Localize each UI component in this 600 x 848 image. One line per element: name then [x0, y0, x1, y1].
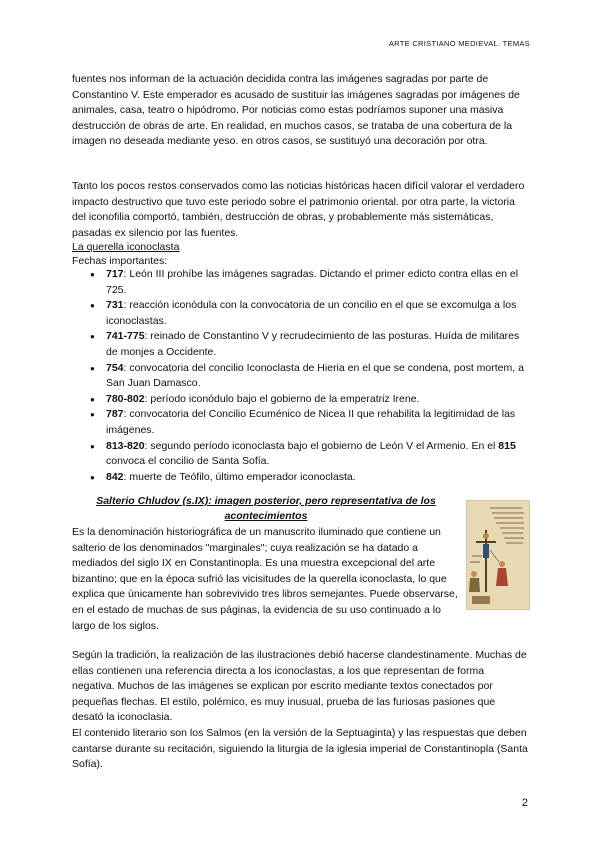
running-header: ARTE CRISTIANO MEDIEVAL. TEMAS	[388, 39, 530, 48]
paragraph-iconoclasm-sources: fuentes nos informan de la actuación decidida contra las imágenes sagradas por parte de Constantino V. Este emperador es acusado de sustituir las imágenes sagradas por imágenes de animales, casa, teatro o hipódromo. Por noticias como estas podríamos suponer una masiva destrucción de obras de arte. En realidad, en muchos casos, se trataba de una cobertura de la imagen no deseada mediante yeso. en otros casos, se sustituyó una decoración por otra.	[72, 73, 520, 148]
list-item: ● 754: convocatoria del concilio Iconoclasta de Hieria en el que se condena, post mortem, a San Juan Damasco.	[72, 361, 528, 392]
paragraph-salterio-description: Es la denominación historiográfica de un manuscrito iluminado que contiene un salterio de los denominados "marginales"; cuya realización se ha datado a mediados del siglo IX en Constantinopla. Es una muestra excepcional del arte bizantino; que en la época sufrió las vicisitudes de la querella iconoclasta, lo que explica que únicamente han sobrevivido tres libros semejantes. Puede observarse, en el estado de muchas de sus páginas, la evidencia de su uso continuado a lo largo de los siglos.	[72, 526, 458, 632]
section-heading-querella: La querella iconoclasta	[72, 241, 180, 253]
paragraph-salterio-tradition: Según la tradición, la realización de las ilustraciones debió hacerse clandestinamente. Muchas de ellas contienen una referencia directa a los iconoclastas, a los que representan de forma negativa. Muchos de las imágenes se explican por escrito mediante textos conectados por pequeñas flechas. El estilo, polémico, es muy inusual, prueba de las furiosas pasiones que desató la iconoclasia. El contenido literario son los Salmos (en la versión de la Septuaginta) y las respuestas que deben cantarse durante su recitación, siguiendo la liturgia de la iglesia imperial de Constantinopla (Santa Sofía).	[72, 649, 528, 771]
list-item: ● 787: convocatoria del Concilio Ecuménico de Nicea II que rehabilita la legitimidad de las imágenes.	[72, 407, 528, 438]
list-item: ● 731: reacción iconódula con la convocatoria de un concilio en el que se excomulga a los iconoclastas.	[72, 298, 528, 329]
section-title-salterio: Salterio Chludov (s.IX): imagen posterior, pero representativa de los acontecimientos	[96, 495, 436, 522]
list-item: ● 842: muerte de Teófilo, último emperador iconoclasta.	[72, 470, 528, 486]
dates-list	[72, 267, 528, 485]
list-item: ● 813-820: segundo período iconoclasta bajo el gobierno de León V el Armenio. En el 815 convoca el concilio de Santa Sofía.	[72, 439, 528, 470]
list-item: ● 717: León III prohíbe las imágenes sagradas. Dictando el primer edicto contra ellas en el 725.	[72, 267, 528, 298]
page-number: 2	[521, 797, 528, 809]
list-item: ● 780-802: período iconódulo bajo el gobierno de la emperatriz Irene.	[72, 392, 528, 408]
dates-label: Fechas importantes:	[72, 255, 168, 267]
manuscript-illustration	[466, 500, 530, 610]
list-item: ● 741-775: reinado de Constantino V y recrudecimiento de las posturas. Huída de militares de monjes a Occidente.	[72, 329, 528, 360]
paragraph-destruction-impact: Tanto los pocos restos conservados como las noticias históricas hacen difícil valorar el verdadero impacto destructivo que tuvo este periodo sobre el patrimonio oriental. por otra parte, la victoria del iconofilia comportó, también, destrucción de obras, y probablemente más sistemáticas, pasadas ex silencio por las fuentes.	[72, 180, 525, 239]
